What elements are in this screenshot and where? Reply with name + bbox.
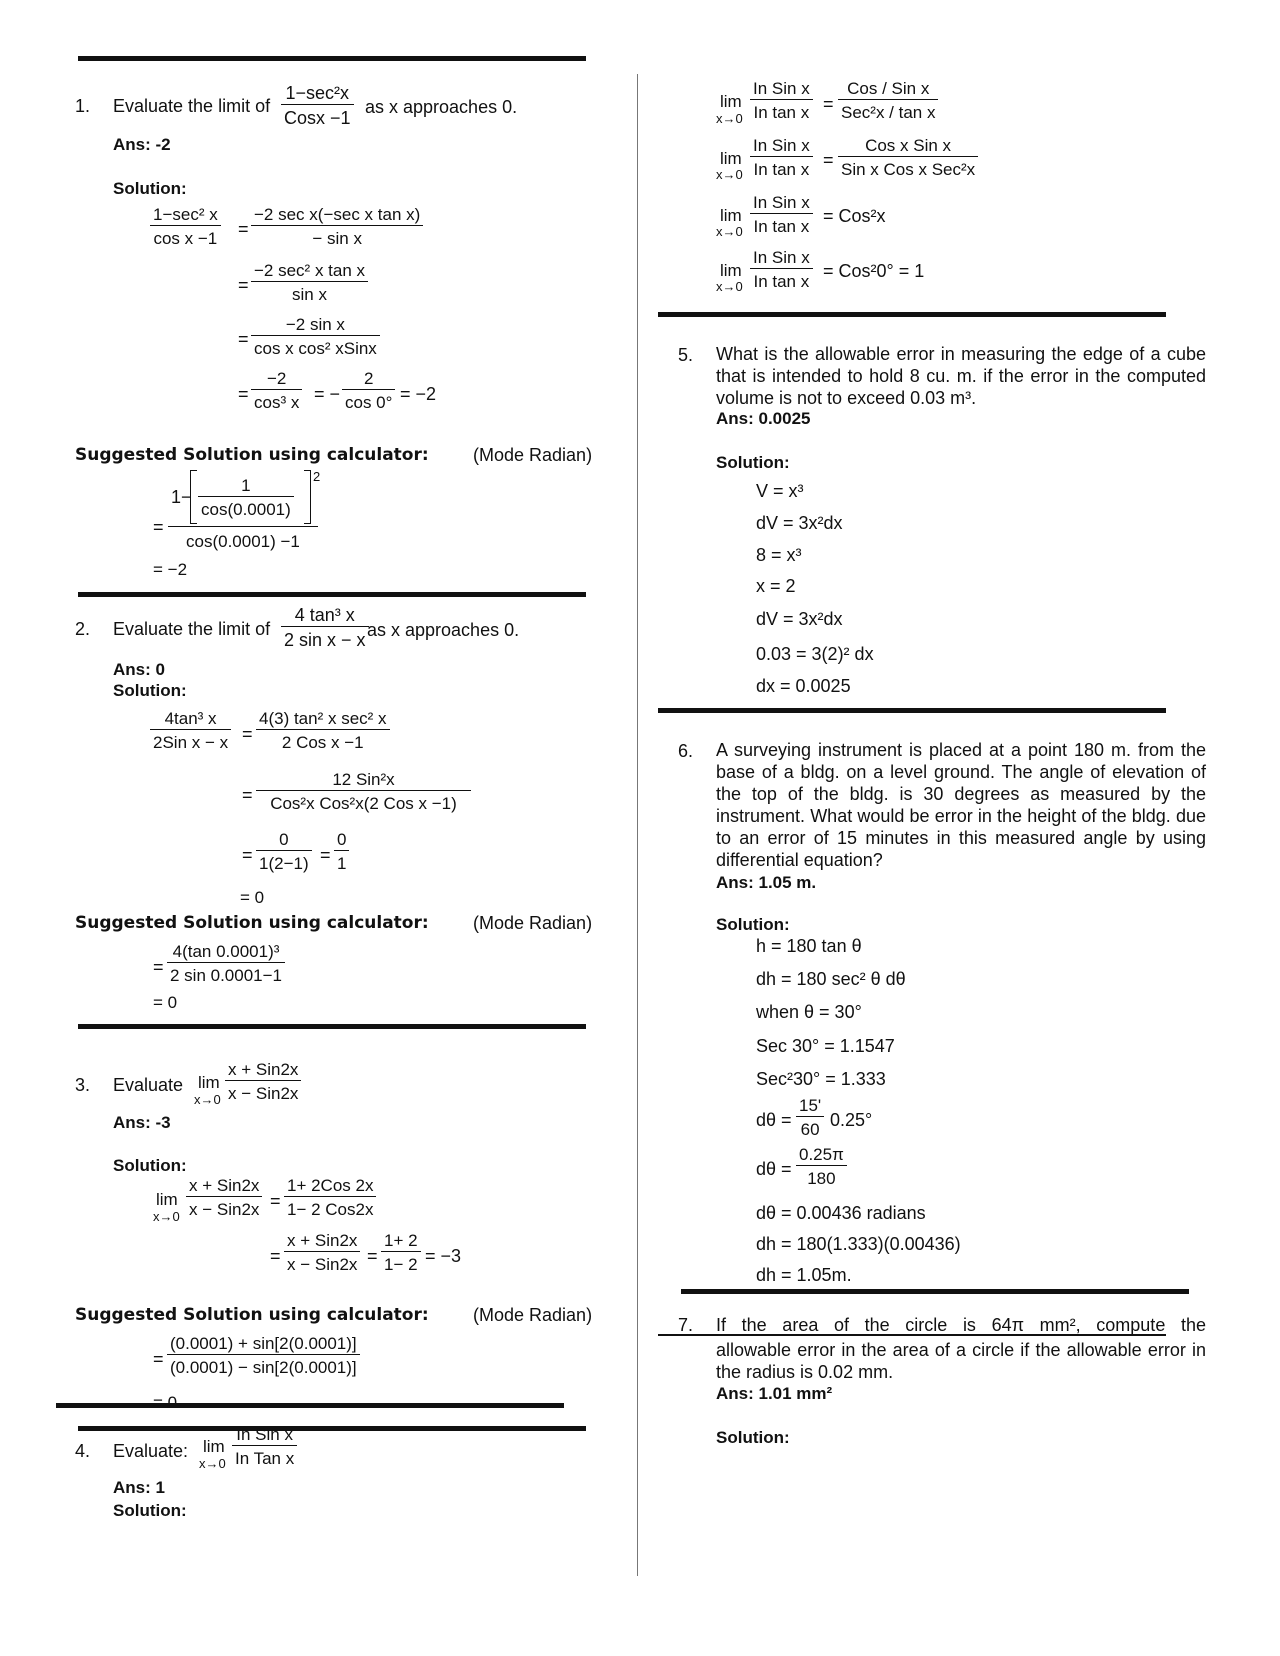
q2-calc-eq: = (153, 957, 164, 977)
q3-s2-eq2: = (367, 1246, 378, 1266)
q2-suffix: as x approaches 0. (367, 620, 520, 640)
q2-calc-result: = 0 (153, 993, 178, 1012)
q6-solution-label: Solution: (716, 915, 790, 934)
q7-text-first: If the area of the circle is 64π mm², compute the (716, 1315, 1206, 1335)
q5-line-4: x = 2 (756, 576, 796, 596)
q1-s4b: $\frac{2}{\cos 0^\circ}$ (342, 370, 395, 411)
q3-number: 3. (75, 1075, 91, 1095)
q1-calc-result: = −2 (153, 560, 188, 579)
q2-s4-result: = 0 (240, 888, 265, 907)
q3-s2-eq: = (270, 1246, 281, 1266)
column-divider (637, 74, 638, 1576)
q4-r1-lhs: In Sin x In tan x (750, 80, 813, 121)
q5-line-3: 8 = x³ (756, 545, 802, 565)
q6-dtheta1-lhs: dθ = (756, 1110, 792, 1130)
q1-calc-bracket-left (190, 470, 197, 524)
q6-dtheta2-lhs: dθ = (756, 1159, 792, 1179)
q1-number: 1. (75, 96, 91, 116)
q1-prompt: Evaluate the limit of (113, 96, 271, 116)
q5-line-5: dV = 3x²dx (756, 609, 843, 629)
q2-s2: 12 Sin²x Cos²x Cos²x(2 Cos x −1) (256, 771, 471, 812)
q2-calc-fraction: $\frac{\text{4(tan 0.0001)³}}{2 \sin 0.0001-1}$ (167, 943, 285, 984)
q1-calc-mode: (Mode Radian) (473, 445, 593, 465)
q3-s1-lhs: x + Sin2x x − Sin2x (186, 1177, 262, 1218)
q2-s3b: $\frac{0}{1}$ (334, 831, 349, 872)
divider-after-q3-b (78, 1426, 586, 1431)
q5-line-1: V = x³ (756, 481, 804, 501)
q1-s4-eq2: = − (314, 384, 341, 404)
q6-dtheta1-rhs: 0.25° (830, 1110, 873, 1130)
q4-number: 4. (75, 1441, 91, 1461)
q7-text-rest: allowable error in the area of a circle if the allowable error in the radius is 0.02 mm. (716, 1340, 1206, 1382)
divider-after-q1 (78, 592, 586, 597)
q3-s2-result: = −3 (425, 1246, 462, 1266)
q4-r4-lhs: In Sin x In tan x (750, 249, 813, 290)
q1-s1-lhs: 1−sec² x cos x −1 (150, 206, 221, 247)
q2-calc-mode: (Mode Radian) (473, 913, 593, 933)
q3-fraction: x + Sin2x x − Sin2x (225, 1061, 301, 1102)
q3-calc-eq: = (153, 1349, 164, 1369)
q4-r3-lim: lim (720, 206, 742, 225)
q3-calc-fraction: $\frac{(0.0001) + \sin[2(0.0001)]}{(0.0001) - \sin[2(0.0001)]}$ (167, 1335, 360, 1376)
q4-r1-lim: lim (720, 92, 742, 111)
q1-s2: −2 sec² x tan x sin x (251, 262, 368, 303)
q4-r2-lim: lim (720, 149, 742, 168)
q2-calc-heading: Suggested Solution using calculator: (75, 913, 429, 933)
q4-solution-label: Solution: (113, 1501, 187, 1520)
q2-s3a: $\frac{0}{1(2-1)}$ (256, 831, 312, 872)
q4-r4-rhs: = Cos²0° = 1 (823, 261, 925, 281)
q5-answer: Ans: 0.0025 (716, 409, 811, 428)
q1-calc-exp: 2 (313, 469, 321, 484)
q2-prompt: Evaluate the limit of (113, 619, 271, 639)
q1-s4-result: = −2 (400, 384, 437, 404)
q6-line-7: dh = 180(1.333)(0.00436) (756, 1234, 961, 1254)
q3-s1-lim-sub: x→0 (153, 1209, 180, 1224)
divider-after-q3-a (56, 1403, 564, 1408)
q4-lim: lim (203, 1437, 225, 1456)
q1-frac-den: Cosx −1 (284, 108, 351, 128)
q3-s2b: $\frac{1+ 2}{1- 2}$ (381, 1232, 421, 1273)
q2-answer: Ans: 0 (113, 660, 165, 679)
q5-line-2: dV = 3x²dx (756, 513, 843, 533)
q4-answer: Ans: 1 (113, 1478, 165, 1497)
q4-r1-lim-sub: x→0 (716, 111, 743, 126)
q3-answer: Ans: -3 (113, 1113, 171, 1132)
q4-r1-eq: = (823, 94, 834, 114)
q7-number: 7. (678, 1315, 694, 1335)
q1-s2-eq: = (238, 275, 249, 295)
q4-r3-lhs: In Sin x In tan x (750, 194, 813, 235)
q1-calc-main-bar (168, 526, 318, 527)
q3-s2a: x + Sin2x x − Sin2x (284, 1232, 360, 1273)
q1-s4a: $\frac{-2}{\text{cos³ x}}$ (251, 370, 302, 411)
divider-before-q5 (658, 312, 1166, 317)
q4-r4-lim: lim (720, 261, 742, 280)
q2-solution-label: Solution: (113, 681, 187, 700)
q6-line-3: when θ = 30° (756, 1002, 862, 1022)
q4-r2-lim-sub: x→0 (716, 167, 743, 182)
q1-calc-one-minus: 1− (171, 487, 192, 507)
q7-solution-label: Solution: (716, 1428, 790, 1447)
q5-line-6: 0.03 = 3(2)² dx (756, 644, 874, 664)
q1-s1-rhs: −2 sec x(−sec x tan x) − sin x (251, 206, 423, 247)
q3-calc-heading: Suggested Solution using calculator: (75, 1305, 429, 1325)
q5-number: 5. (678, 345, 694, 365)
q4-fraction: In Sin x In Tan x (232, 1426, 297, 1467)
q4-lim-sub: x→0 (199, 1456, 226, 1471)
q5-text: What is the allowable error in measuring the edge of a cube that is intended to hold 8 cu. m. if the error in the computed volume is not to exceed 0.03 m³. (716, 344, 1206, 408)
q3-lim: lim (198, 1073, 220, 1092)
q6-dtheta1-frac: $\frac{15'}{60}$ (796, 1097, 824, 1138)
q1-solution-label: Solution: (113, 179, 187, 198)
q3-s1-eq: = (270, 1191, 281, 1211)
q2-number: 2. (75, 619, 91, 639)
q1-answer: Ans: -2 (113, 135, 171, 154)
q4-r4-lim-sub: x→0 (716, 279, 743, 294)
q4-r2-lhs: In Sin x In tan x (750, 137, 813, 178)
q3-s1-lim: lim (156, 1190, 178, 1209)
q1-suffix: as x approaches 0. (365, 97, 518, 117)
q5-solution-label: Solution: (716, 453, 790, 472)
q1-calc-inner: $\frac{1}{\cos(0.0001)}$ (198, 477, 294, 518)
q6-number: 6. (678, 741, 694, 761)
q1-s1-eq: = (238, 219, 249, 239)
q3-lim-sub: x→0 (194, 1092, 221, 1107)
q7-answer: Ans: 1.01 mm² (716, 1384, 833, 1403)
q3-prompt: Evaluate (113, 1075, 184, 1095)
q4-r3-rhs: = Cos²x (823, 206, 886, 226)
q2-fraction: $\frac{\text{4 tan³ x}}{\text{2 sin x − x}}$ (281, 606, 369, 649)
q3-calc-mode: (Mode Radian) (473, 1305, 593, 1325)
divider-before-q6 (658, 708, 1166, 713)
q1-calc-bracket-right (304, 470, 311, 524)
q6-text: A surveying instrument is placed at a point 180 m. from the base of a bldg. on a level ground. The angle of elevation of the top of the bldg. is 30 degrees as measured by the instrument. What would be error in the height of the bldg. due to an error of 15 minutes in this measured angle by using differential equation? (716, 740, 1206, 870)
q6-line-8: dh = 1.05m. (756, 1265, 852, 1285)
q6-answer: Ans: 1.05 m. (716, 873, 817, 892)
q1-frac-num: 1−sec²x (281, 84, 354, 105)
q2-s1-lhs: 4tan³ x 2Sin x − x (150, 710, 231, 751)
q6-line-4: Sec 30° = 1.1547 (756, 1036, 895, 1056)
q1-s3-eq: = (238, 329, 249, 349)
q2-s2-eq: = (242, 785, 253, 805)
q6-line-6: dθ = 0.00436 radians (756, 1203, 926, 1223)
divider-after-q2 (78, 1024, 586, 1029)
q2-s1-rhs: 4(3) tan² x sec² x 2 Cos x −1 (256, 710, 390, 751)
q6-line-5: Sec²30° = 1.333 (756, 1069, 886, 1089)
q1-calc-den: cos(0.0001) −1 (186, 532, 300, 551)
q5-line-7: dx = 0.0025 (756, 676, 851, 696)
q4-r2-eq: = (823, 150, 834, 170)
q4-r2-rhs: Cos x Sin x Sin x Cos x Sec²x (838, 137, 978, 178)
q4-r1-rhs: Cos / Sin x Sec²x / tan x (838, 80, 938, 121)
q1-s3: −2 sin x cos x cos² xSinx (251, 316, 380, 357)
q4-prompt: Evaluate: (113, 1441, 189, 1461)
divider-top-left (78, 56, 586, 61)
q3-solution-label: Solution: (113, 1156, 187, 1175)
q1-fraction (281, 84, 354, 127)
q1-calc-heading: Suggested Solution using calculator: (75, 445, 429, 465)
q4-r3-lim-sub: x→0 (716, 224, 743, 239)
q7-overstrike-line (658, 1334, 1166, 1336)
q6-line-1: h = 180 tan θ (756, 936, 862, 956)
q1-s4-eq: = (238, 384, 249, 404)
q2-s3-eq2: = (320, 845, 331, 865)
divider-before-q7 (681, 1289, 1189, 1294)
q1-calc-eq: = (153, 517, 164, 537)
q3-s1-rhs: 1+ 2Cos 2x 1− 2 Cos2x (284, 1177, 376, 1218)
q6-line-2: dh = 180 sec² θ dθ (756, 969, 906, 989)
q2-s3-eq: = (242, 845, 253, 865)
q2-s1-eq: = (242, 724, 253, 744)
q6-dtheta2-frac: $\frac{0.25\pi}{180}$ (796, 1146, 847, 1187)
